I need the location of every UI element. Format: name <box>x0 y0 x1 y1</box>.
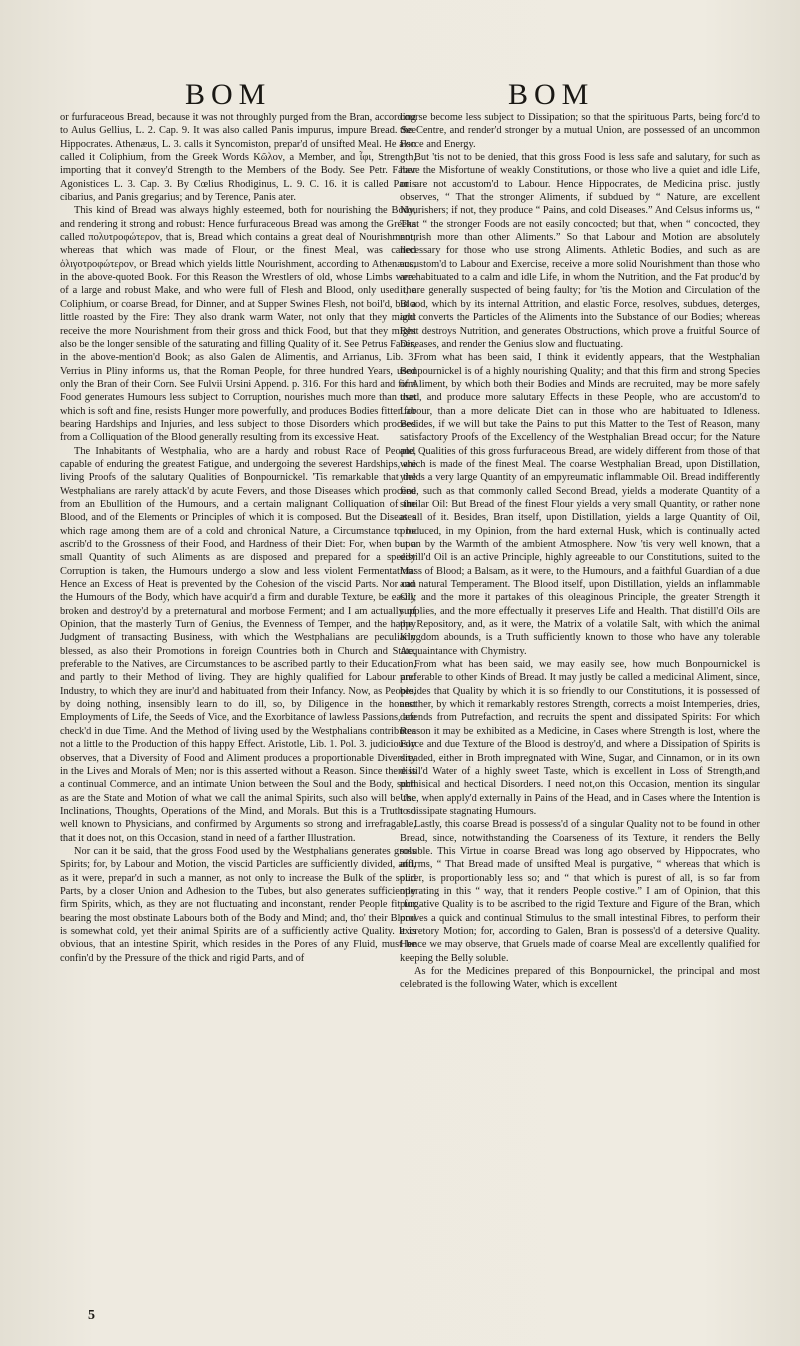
signature-mark: 5 <box>88 1308 95 1323</box>
paragraph: This kind of Bread was always highly esteemed, both for nourishing the Body, and rendering it strong and robust: Hence furfuraceous Bread was among the Greeks called πολυτροφώτερον, that is, Bread which contains a great deal of Nourishment; whereas that which was made of Flour, or the finest Meal, was called ὀλιγοτροφώτερον, or Bread which yields little Nourishment, according to Athenæus, in the above-quoted Book. For this Reason the Wrestlers of old, whose Limbs were of a large and robust Make, and who were full of Flesh and Blood, only used the Coliphium, or coarse Bread, for Dinner, and at Supper Swines Flesh, not boil'd, but a little roasted by the Fire: They also drank warm Water, not only that they might receive the more Nourishment from their gross and thick Food, but that they might also be the longer sensible of the saturating and filling Quality of it. See Petrus Faber, in the above-mention'd Book; as also Galen de Alimentis, and Arrianus, Lib. 3. Verrius in Pliny informs us, that the Roman People, for three hundred Years, used only the Bran of their Corn. See Fulvii Ursini Append. p. 316. For this hard and firm Food generates Humours less subject to Corruption, nourishes much more than that which is soft and fine, resists Hunger more powerfully, and produces Bodies fitter for bearing Hardships and Injuries, and less subject to those Disorders which proceed from a Colliquation of the Blood generally resulting from its excessive Heat. <box>60 205 416 444</box>
running-head-right: BOM <box>508 78 595 111</box>
paragraph: From what has been said, we may easily see, how much Bonpournickel is preferable to other Kinds of Bread. It may justly be called a medicinal Aliment, since, besides that Quality by which it is so friendly to our Constitutions, it is possessed of another, by which it remarkably restores Strength, corrects a moist Intemperies, dries, defends from Putrefaction, and recruits the spent and dissipated Spirits: For which Reason it may be exhibited as a Medicine, in Cases where Strength is lost, where the Force and due Texture of the Blood is destroy'd, and where a Dissipation of Spirits is dreaded, either in Broth impregnated with Wine, Sugar, and Cinnamon, or in its own distil'd Water of a highly sweet Taste, which is excellent in Loss of Strength,and phthisical and hectical Disorders. I need not,on this Occasion, mention its singular Use, when apply'd externally in Pains of the Head, and in Cases where the Intention is to dissipate stagnating Humours. <box>400 659 760 817</box>
running-head-left: BOM <box>185 78 272 111</box>
paragraph: Nor can it be said, that the gross Food used by the Westphalians generates gross Spirits; for, by Labour and Motion, the viscid Particles are sufficiently divided, and, as it were, prepar'd in such a manner, as not only to increase the Bulk of the solid Parts, by a closer Union and Adhesion to the Tubes, but also generates sufficiently firm Spirits, which, as they are not fluctuating and inconstant, render People fit for bearing the most obstinate Labours both of the Body and Mind; and, tho' their Blood is somewhat cold, yet their animal Spirits are of a sufficiently active Quality. It is obvious, that an intestine Spirit, which resides in the Pores of any Fluid, must be confin'd by the Pressure of the thick and rigid Parts, and of <box>60 845 416 964</box>
right-column <box>400 111 760 992</box>
paragraph: The Inhabitants of Westphalia, who are a hardy and robust Race of People, capable of enduring the greatest Fatigue, and undergoing the severest Hardships, are living Proofs of the salutary Qualities of Bonpournickel. 'Tis remarkable that the Westphalians are rarely attack'd by acute Fevers, and those Diseases which proceed from an Ebullition of the Humours, and a certain malignant Colliquation of the Blood, and of the Elements or Principles of which it is composed. But the Diseases which rage among them are of a cold and chronical Nature, a Circumstance to be ascrib'd to the Grossness of their Food, and Hardness of their Diet: For, when but a small Quantity of such Aliments as are disposed and prepared for a speedy Corruption is taken, the Humours undergo a slow and less violent Fermentation: Hence an Excess of Heat is prevented by the Cohesion of the viscid Parts. Nor can the Humours of the Body, which have acquir'd a firm and durable Texture, be easily broken and destroy'd by a preternatural and morbose Ferment; and I am actually of Opinion, that the masterly Turn of Genius, the Evenness of Temper, and the happy Judgment of transacting Business, with which the Westphalians are peculiarly blessed, as also their Promotions in foreign Countries both in Church and State, preferable to the Natives, are Circumstances to be ascribed partly to their Education, and partly to their Method of living. They are highly qualified for Labour and Industry, to which they are inur'd and habituated from their Infancy. Now, as People, by doing nothing, insensibly learn to do ill, so, by Diligence in the honest Employments of Life, the Seeds of Vice, and the Exorbitance of lawless Passions, are check'd in due Time. And the Method of living used by the Westphalians contributes not a little to the Production of this happy Effect. Aristotle, Lib. 1. Pol. 3. judiciously observes, that a Diversity of Food and Aliment produces a proportionable Diversity in the Lives and Morals of Men; nor is this asserted without a Reason. Since there is a continual Commerce, and an intimate Union between the Soul and the Body, such as are the State and Motion of what we call the animal Spirits, such also will be the Inclinations, Thoughts, Operations of the Mind, and Morals. But this is a Truth so well known to Physicians, and confirmed by Arguments so strong and irrefragable, that it does not, on this Occasion, stand in need of a farther Illustration. <box>60 445 416 844</box>
paragraph: As for the Medicines prepared of this Bonpournickel, the principal and most celebrated is the following Water, which is excellent <box>400 966 760 991</box>
left-column <box>60 111 416 965</box>
paragraph: But 'tis not to be denied, that this gross Food is less safe and salutary, for such as have the Misfortune of weakly Constitutions, or those who live a quiet and idle Life, or are not accustom'd to Labour. Hence Hippocrates, de Medicina prisc. justly observes, “ That the stronger Aliments, if subdued by “ Nature, are excellent Nourishers; if not, they produce “ Pains, and cold Diseases.” And Celsus informs us, “ That “ the stronger Foods are not easily concocted; but that, when “ concocted, they nourish more than other Aliments.” So that Labour and Motion are absolutely necessary for those who use strong Aliments. Athletic Bodies, and such as are accustom'd to Labour and Exercise, receive a more solid Nourishment than those who are habituated to a calm and idle Life, in whom the Nutrition, and the Fat produc'd by it, are generally suspected of being faulty; for 'tis the Motion and Circulation of the Blood, which by its internal Attrition, and elastic Force, resolves, subdues, deterges, and converts the Particles of the Aliments into the Substance of our Bodies; whereas Rest destroys Nutrition, and generates Obstructions, which prove a fruitful Source of Diseases, and render the Genius slow and fluctuating. <box>400 152 760 350</box>
paragraph: course become less subject to Dissipation; so that the spirituous Parts, being forc'd to the Centre, and render'd stronger by a mutual Union, are possessed of an uncommon Force and Energy. <box>400 112 760 150</box>
paragraph: From what has been said, I think it evidently appears, that the Westphalian Bonpournickel is of a highly nourishing Quality; and that this firm and strong Species of Aliment, by which both their Bodies and Minds are recruited, may be more safely used, and produce more salutary Effects in these People, who are accustom'd to Labour, than a more delicate Diet can in those who are habituated to Idleness. Besides, if we will but take the Pains to put this Matter to the Test of Reason, many satisfactory Proofs of the Excellency of the Westphalian Bread occur; for the Nature and Qualities of this gross furfuraceous Bread, are widely different from those of that which is made of the finest Meal. The coarse Westphalian Bread, upon Distillation, yields a very large Quantity of an empyreumatic inflammable Oil. Bread indifferently fine, such as that commonly called Second Bread, yields a moderate Quantity of a similar Oil: But Bread of the finest Flour yields a very small Quantity, or rather none at all of it. Besides, Bran itself, upon Distillation, yields a large Quantity of Oil, produced, in my Opinion, from the hard external Husk, which is continually acted upon by the Warmth of the ambient Atmosphere. Now 'tis very well known, that a distill'd Oil is an active Principle, highly agreeable to our Constitutions, suited to the Mass of Blood; a Balsam, as it were, to the Humours, and a faithful Guardian of a due and natural Temperament. The Blood itself, upon Distillation, yields an inflammable Oil; and the more it partakes of this oleaginous Principle, the greater Strength it supplies, and the more effectually it preserves Life and Health. That distill'd Oils are the Repository, and, as it were, the Matrix of a volatile Salt, with which the animal Kingdom abounds, is a Truth sufficiently known to those who have any tolerable Acquaintance with Chymistry. <box>400 352 760 657</box>
paragraph: or furfuraceous Bread, because it was not throughly purged from the Bran, according to Aulus Gellius, L. 2. Cap. 9. It was also called Panis impurus, impure Bread. See Hippocrates. Athenæus, L. 3. calls it Syncomiston, prepar'd of unsifted Meal. He also called it Coliphium, from the Greek Words Κῶλον, a Member, and ἶφι, Strength, importing that it convey'd Strength to the Members of the Body. See Petr. Faber Agonistices L. 3. Cap. 3. By Cœlius Rhodiginus, L. 9. C. 16. it is called Panis cibarius, and Panis gregarius; and by Terence, Panis ater. <box>60 112 416 204</box>
paragraph: Lastly, this coarse Bread is possess'd of a singular Quality not to be found in other Bread, since, notwithstanding the Coarseness of its Texture, it renders the Belly soluble. This Virtue in coarse Bread was long ago observed by Hippocrates, who affirms, “ That Bread made of unsifted Meal is purgative, “ whereas that which is purer, is proportionably less so; and “ that which is purest of all, is so far from operating in this “ way, that it renders People costive.” I am of Opinion, that this purgative Quality is to be ascribed to the rigid Texture and Figure of the Bran, which proves a quick and continual Stimulus to the small intestinal Fibres, to perform their excretory Motion; for, according to Galen, Bran is possess'd of a detersive Quality. Hence we may observe, that Gruels made of coarse Meal are excellently qualified for keeping the Belly soluble. <box>400 819 760 964</box>
